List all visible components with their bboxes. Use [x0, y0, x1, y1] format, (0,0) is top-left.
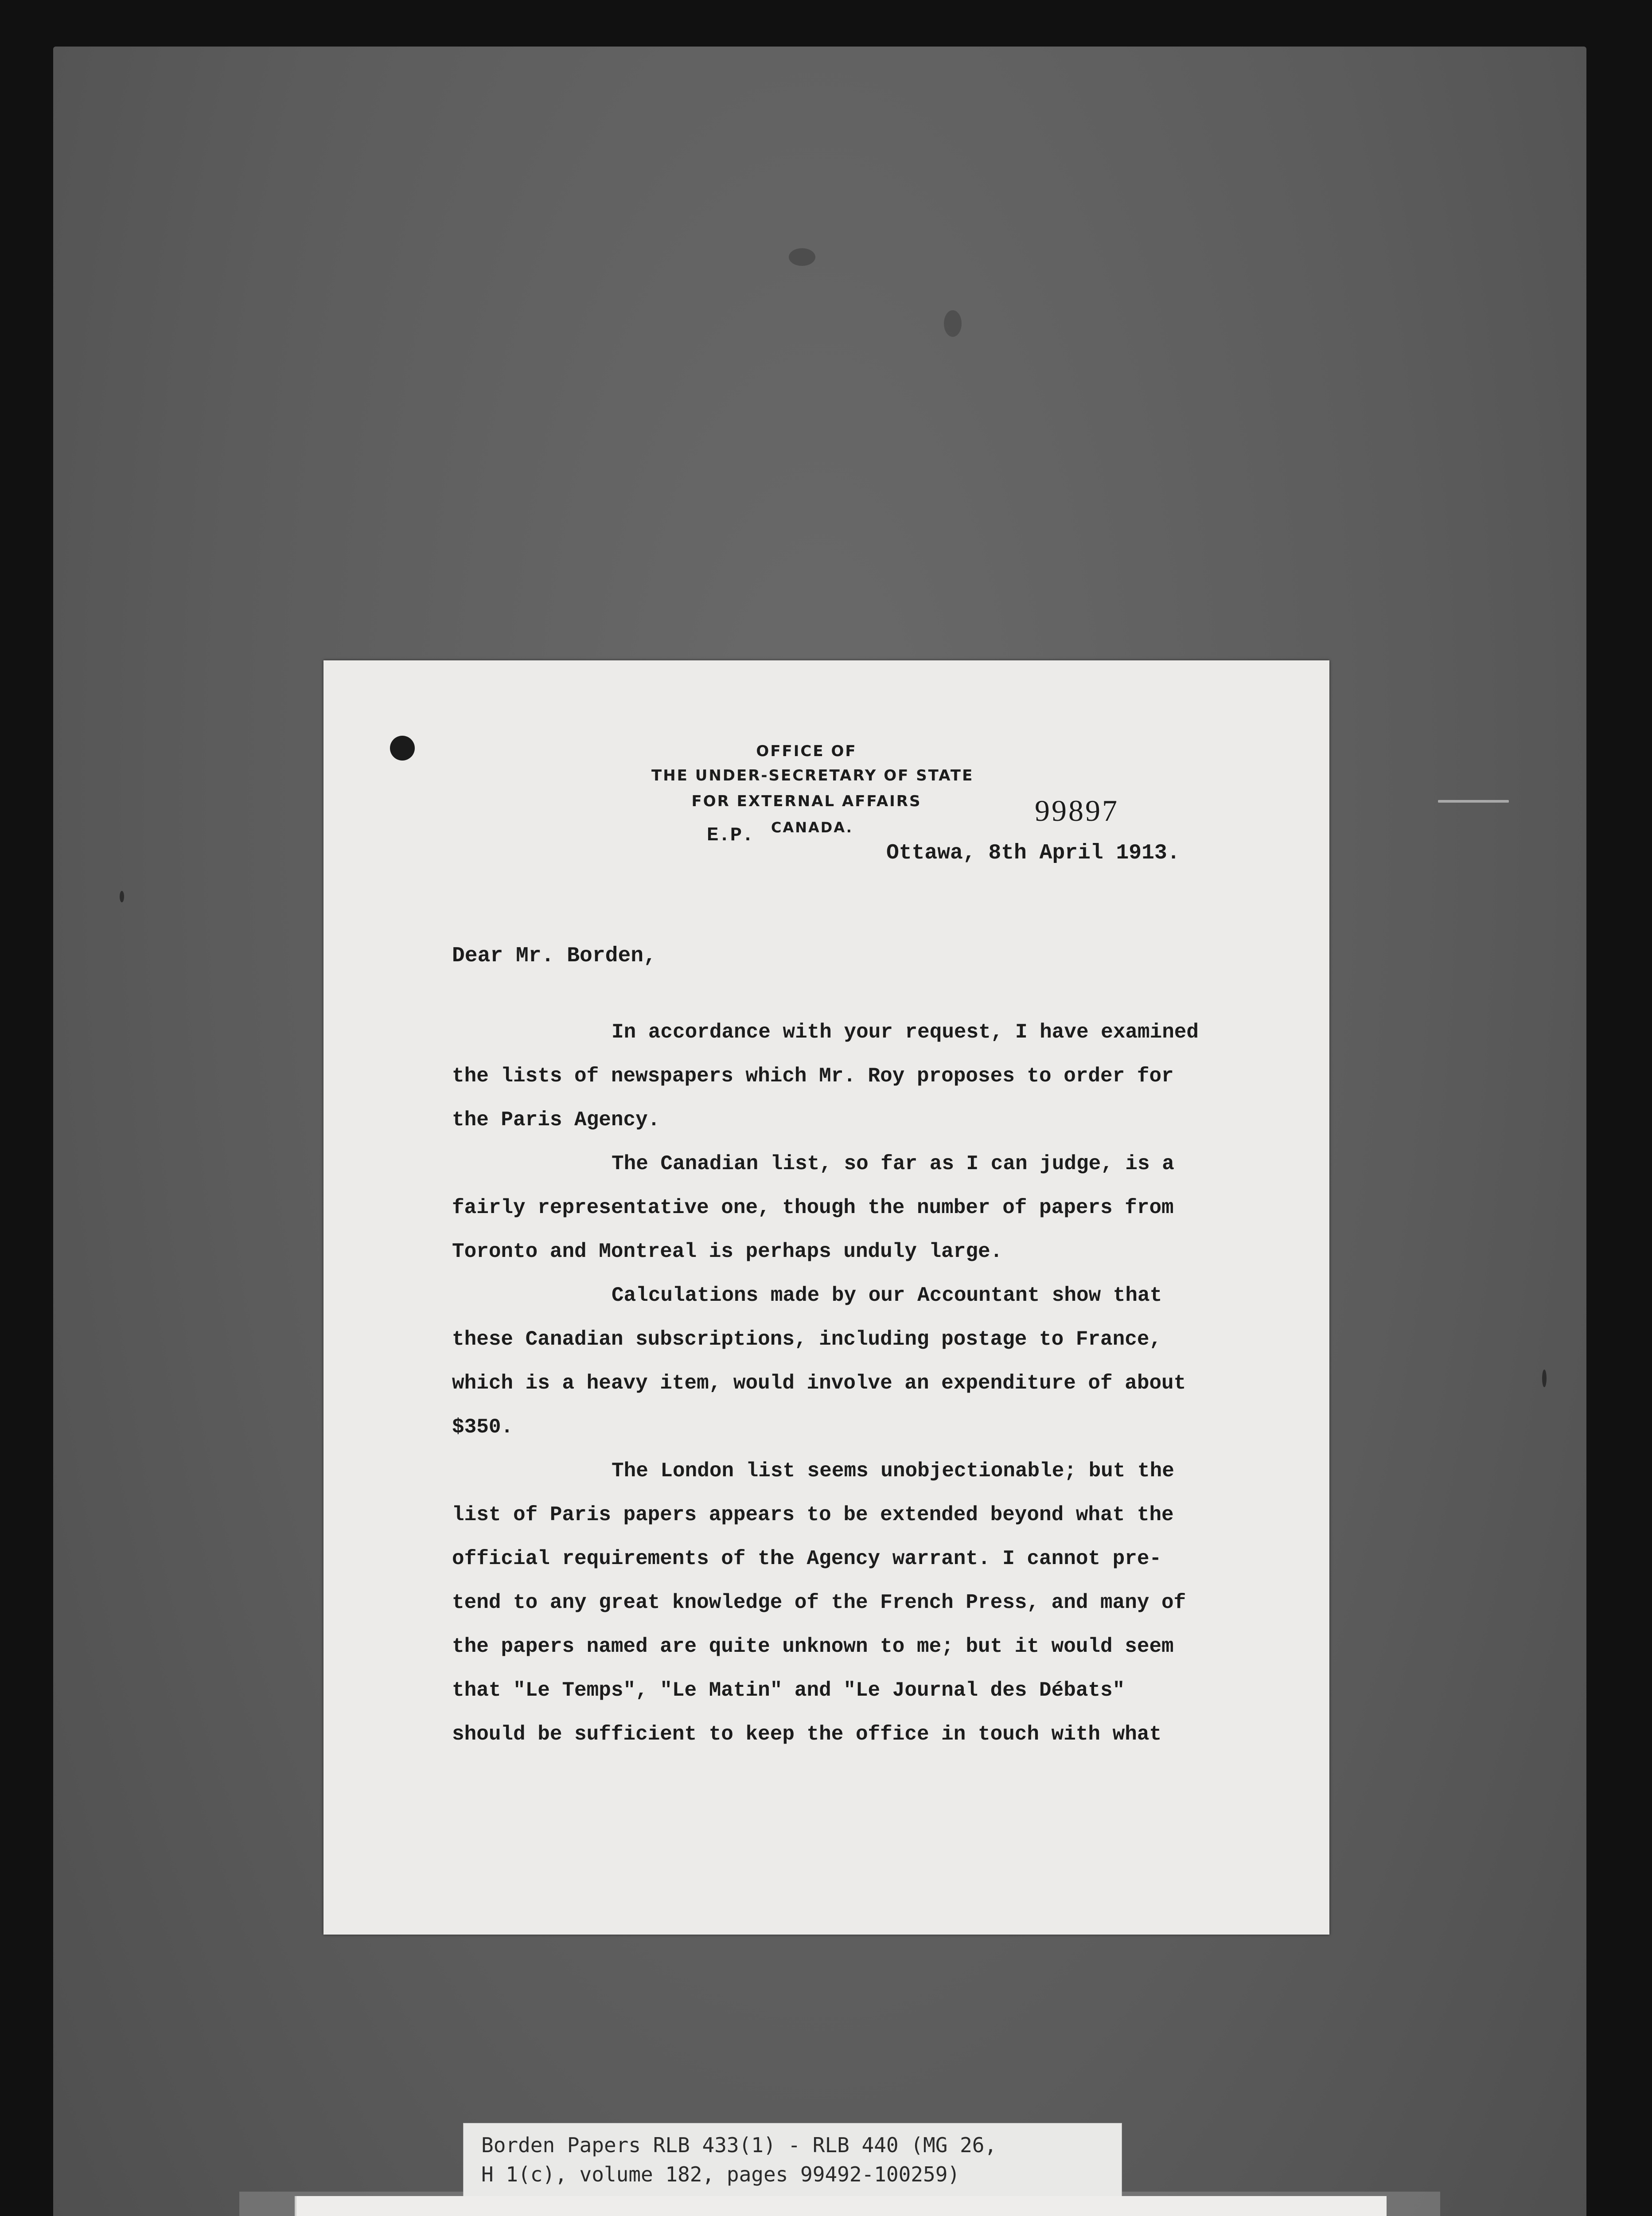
body-line: the papers named are quite unknown to me; but it would seem [452, 1635, 1174, 1658]
dust-speck [1438, 800, 1509, 803]
body-line: which is a heavy item, would involve an expenditure of about [452, 1372, 1186, 1395]
letter-page [323, 660, 1329, 1935]
body-line: $350. [452, 1416, 514, 1439]
body-line: The Canadian list, so far as I can judge, is a [612, 1152, 1174, 1175]
reference-line: Borden Papers RLB 433(1) - RLB 440 (MG 26, [481, 2133, 997, 2157]
letterhead-line: THE UNDER-SECRETARY OF STATE [651, 767, 974, 784]
date-line: Ottawa, 8th April 1913. [886, 841, 1180, 865]
body-line: these Canadian subscriptions, including postage to France, [452, 1328, 1162, 1351]
reference-label [463, 2123, 1122, 2197]
body-line: should be sufficient to keep the office in touch with what [452, 1723, 1162, 1746]
body-line: fairly representative one, though the number of papers from [452, 1196, 1174, 1219]
body-line: official requirements of the Agency warrant. I cannot pre- [452, 1547, 1162, 1570]
document-number: 99897 [1035, 794, 1119, 827]
letterhead-line: OFFICE OF [756, 742, 857, 760]
dust-speck [1542, 1369, 1547, 1387]
body-line: Toronto and Montreal is perhaps unduly large. [452, 1240, 1003, 1263]
salutation: Dear Mr. Borden, [452, 944, 656, 968]
archive-card [295, 2196, 1387, 2216]
letter-body [452, 1010, 1294, 1756]
body-line: The London list seems unobjectionable; but the [612, 1459, 1174, 1483]
body-line: the Paris Agency. [452, 1108, 660, 1131]
letterhead-line: FOR EXTERNAL AFFAIRS [691, 792, 922, 810]
file-initials: E.P. [707, 824, 754, 847]
letterhead-line: CANADA. [771, 819, 853, 836]
body-line: the lists of newspapers which Mr. Roy proposes to order for [452, 1065, 1174, 1088]
body-line: tend to any great knowledge of the French Press, and many of [452, 1591, 1186, 1614]
body-line: that "Le Temps", "Le Matin" and "Le Journal des Débats" [452, 1679, 1125, 1702]
body-line: list of Paris papers appears to be extended beyond what the [452, 1503, 1174, 1526]
punch-hole [390, 736, 415, 761]
reference-line: H 1(c), volume 182, pages 99492-100259) [481, 2162, 960, 2186]
body-line: In accordance with your request, I have examined [612, 1021, 1199, 1044]
dust-speck [944, 310, 962, 337]
dust-speck [120, 891, 124, 902]
body-line: Calculations made by our Accountant show that [612, 1284, 1162, 1307]
dust-speck [789, 248, 815, 266]
